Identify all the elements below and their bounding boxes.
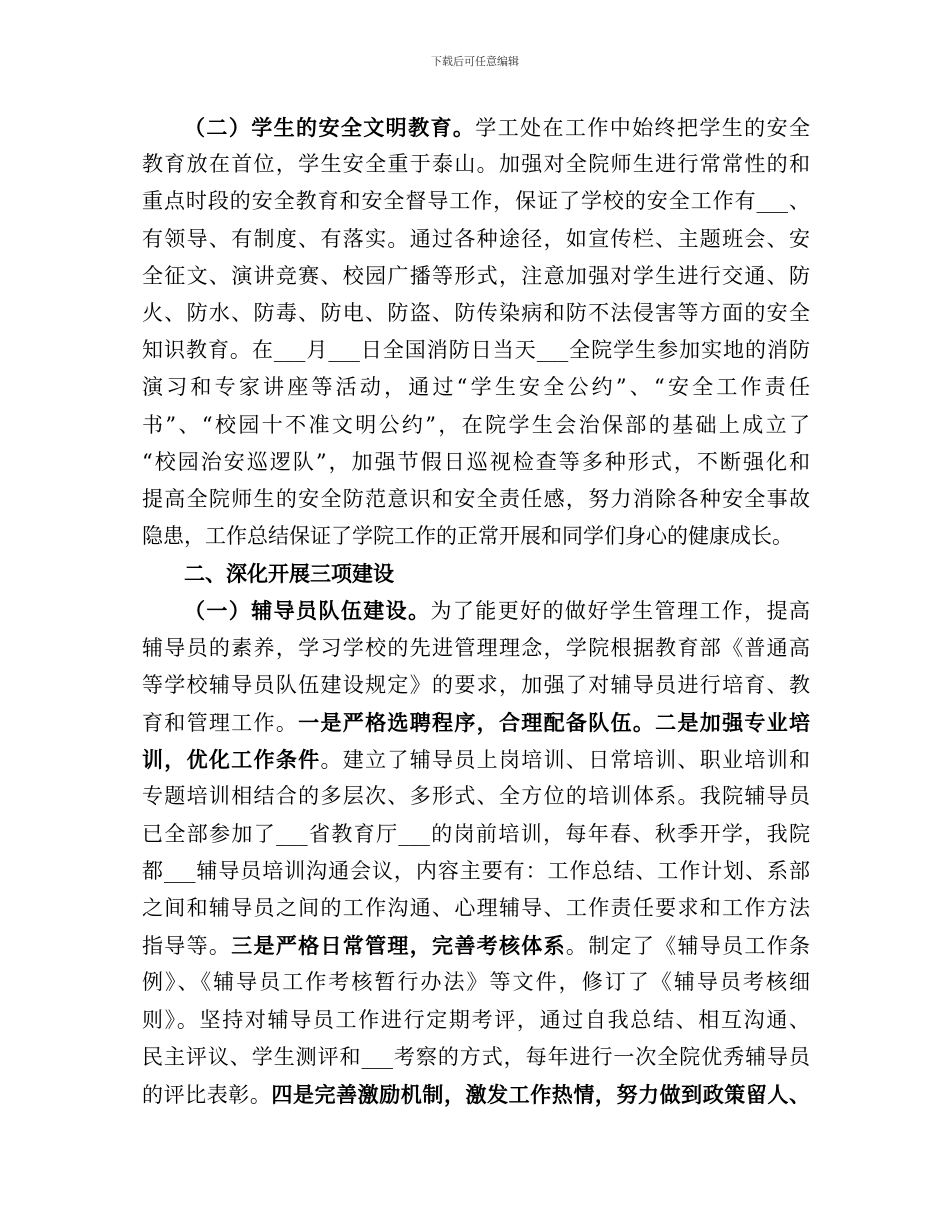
text-line (142, 555, 810, 592)
bold-text-segment: 二、深化开展三项建设 (184, 561, 394, 587)
text-segment: 学工处在工作中始终把学生的安全 (475, 116, 810, 140)
text-segment: 书”、“校园十不准文明公约”，在院学生会治保部的基础上成立了 (142, 412, 810, 437)
text-line (142, 964, 810, 1001)
text-segment: 。制定了《辅导员工作条 (565, 934, 811, 959)
text-segment: 火、防水、防毒、防电、防盗、防传染病和防不法侵害等方面的安全 (142, 300, 810, 325)
text-line (142, 481, 810, 518)
text-line (142, 109, 810, 146)
text-segment: “校园治安巡逻队”，加强节假日巡视检查等多种形式，不断强化和 (142, 449, 810, 474)
text-line (142, 853, 810, 890)
text-segment: 之间和辅导员之间的工作沟通、心理辅导、工作责任要求和工作方法 (142, 895, 810, 920)
bold-text-segment: （二）学生的安全文明教育。 (184, 115, 476, 140)
text-line (142, 816, 810, 853)
text-segment: 辅导员的素养，学习学校的先进管理理念，学院根据教育部《普通高 (142, 635, 810, 660)
text-line (142, 704, 810, 741)
text-line (142, 518, 810, 555)
bold-text-segment: （一）辅导员队伍建设。 (184, 598, 431, 624)
text-segment: 演习和专家讲座等活动，通过“学生安全公约”、“安全工作责任 (142, 375, 810, 400)
text-segment: 为了能更好的做好学生管理工作，提高 (430, 599, 811, 624)
bold-text-segment: 四是完善激励机制，激发工作热情，努力做到政策留人、 (271, 1081, 811, 1107)
text-line (142, 592, 810, 629)
bold-text-segment: 一是严格选聘程序，合理配备队伍。二是加强专业培 (298, 710, 810, 735)
text-segment: 全征文、演讲竞赛、校园广播等形式，注意加强对学生进行交通、防 (142, 263, 810, 288)
text-line (142, 295, 810, 332)
text-line (142, 927, 810, 964)
bold-text-segment: 三是严格日常管理，完善考核体系 (231, 933, 566, 959)
text-segment: 例》、《辅导员工作考核暂行办法》等文件，修订了《辅导员考核细 (142, 970, 810, 995)
bold-text-segment: 训，优化工作条件 (142, 747, 321, 773)
text-segment: 有领导、有制度、有落实。通过各种途径，如宣传栏、主题班会、安 (142, 226, 810, 251)
text-line (142, 146, 810, 183)
text-line (142, 183, 810, 220)
text-line (142, 221, 810, 258)
text-line (142, 778, 810, 815)
text-line (142, 407, 810, 444)
text-segment: 重点时段的安全教育和安全督导工作，保证了学校的安全工作有___、 (142, 189, 810, 214)
text-line (142, 630, 810, 667)
text-line (142, 667, 810, 704)
text-segment: 的评比表彰。 (142, 1082, 272, 1107)
document-body (142, 109, 810, 1113)
page-header: 下载后可任意编辑 (431, 55, 519, 68)
text-segment: 等学校辅导员队伍建设规定》的要求，加强了对辅导员进行培育、教 (142, 672, 810, 697)
text-line (142, 1002, 810, 1039)
text-segment: 隐患，工作总结保证了学院工作的正常开展和同学们身心的健康成长。 (142, 524, 793, 549)
text-line (142, 1039, 810, 1076)
text-line (142, 741, 810, 778)
text-line (142, 369, 810, 406)
text-segment: 提高全院师生的安全防范意识和安全责任感，努力消除各种安全事故 (142, 486, 810, 511)
text-segment: 。建立了辅导员上岗培训、日常培训、职业培训和 (320, 748, 810, 773)
text-segment: 都___辅导员培训沟通会议，内容主要有：工作总结、工作计划、系部 (142, 858, 810, 883)
text-segment: 教育放在首位，学生安全重于泰山。加强对全院师生进行常常性的和 (142, 152, 810, 177)
text-segment: 则》。坚持对辅导员工作进行定期考评，通过自我总结、相互沟通、 (142, 1007, 810, 1032)
text-line (142, 332, 810, 369)
text-segment: 已全部参加了___省教育厅___的岗前培训，每年春、秋季开学，我院 (142, 821, 810, 846)
text-segment: 专题培训相结合的多层次、多形式、全方位的培训体系。我院辅导员 (142, 784, 810, 809)
text-segment: 民主评议、学生测评和___考察的方式，每年进行一次全院优秀辅导员 (142, 1044, 810, 1069)
text-line (142, 890, 810, 927)
text-segment: 指导等。 (142, 934, 232, 959)
text-segment: 育和管理工作。 (142, 711, 299, 735)
text-line (142, 444, 810, 481)
text-segment: 知识教育。在___月___日全国消防日当天___全院学生参加实地的消防 (142, 338, 810, 363)
text-line (142, 258, 810, 295)
text-line (142, 1076, 810, 1113)
